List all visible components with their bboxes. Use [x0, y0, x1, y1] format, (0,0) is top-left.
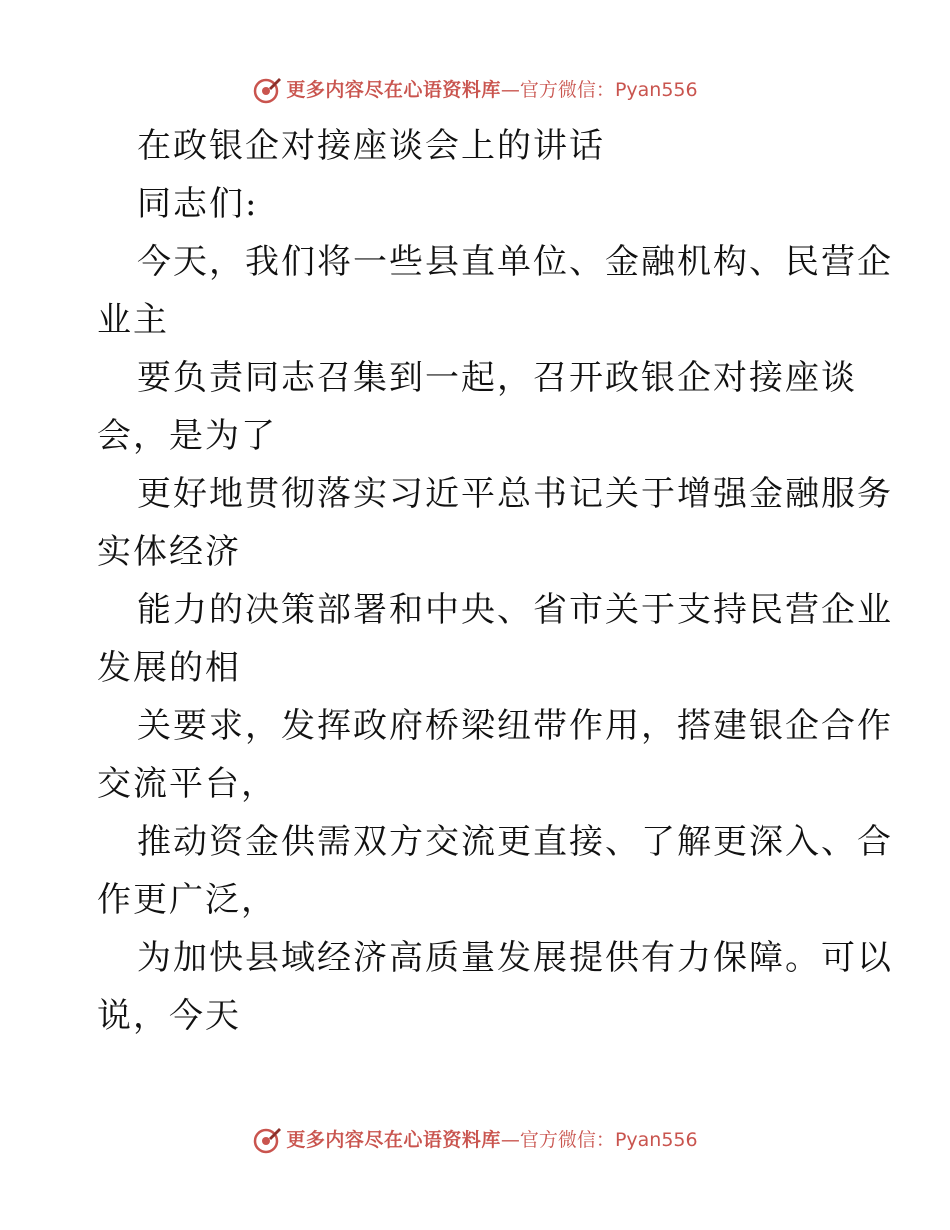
text-line: 要负责同志召集到一起，召开政银企对接座谈: [137, 358, 857, 398]
text-line: 关要求，发挥政府桥梁纽带作用，搭建银企合作: [137, 706, 893, 746]
text-line: 为加快县域经济高质量发展提供有力保障。可以: [137, 938, 893, 978]
text-line: 同志们:: [137, 184, 259, 224]
banner-wechat-id: Pyan556: [614, 78, 698, 101]
text-line: 更好地贯彻落实习近平总书记关于增强金融服务: [137, 474, 893, 514]
text-line: 发展的相: [97, 648, 241, 688]
pen-circle-logo-icon: [252, 75, 282, 105]
text-line: 在政银企对接座谈会上的讲话: [137, 126, 605, 166]
banner-slogan: 更多内容尽在心语资料库: [286, 1128, 501, 1151]
text-line: 今天，我们将一些县直单位、金融机构、民营企: [137, 242, 893, 282]
text-line: 推动资金供需双方交流更直接、了解更深入、合: [137, 822, 893, 862]
text-line: 业主: [97, 300, 169, 340]
footer-banner: [0, 1120, 950, 1160]
banner-slogan: 更多内容尽在心语资料库: [286, 78, 501, 101]
text-line: 能力的决策部署和中央、省市关于支持民营企业: [137, 590, 893, 630]
banner-wechat-label: —官方微信：: [500, 78, 615, 101]
header-banner: [0, 70, 950, 110]
document-body: [97, 117, 893, 1045]
text-line: 作更广泛，: [97, 880, 277, 920]
pen-circle-logo-icon: [252, 1125, 282, 1155]
banner-wechat-id: Pyan556: [614, 1128, 698, 1151]
text-line: 说，今天: [97, 996, 241, 1036]
text-line: 会，是为了: [97, 416, 277, 456]
text-line: 交流平台，: [97, 764, 277, 804]
text-line: 实体经济: [97, 532, 241, 572]
banner-wechat-label: —官方微信：: [500, 1128, 615, 1151]
